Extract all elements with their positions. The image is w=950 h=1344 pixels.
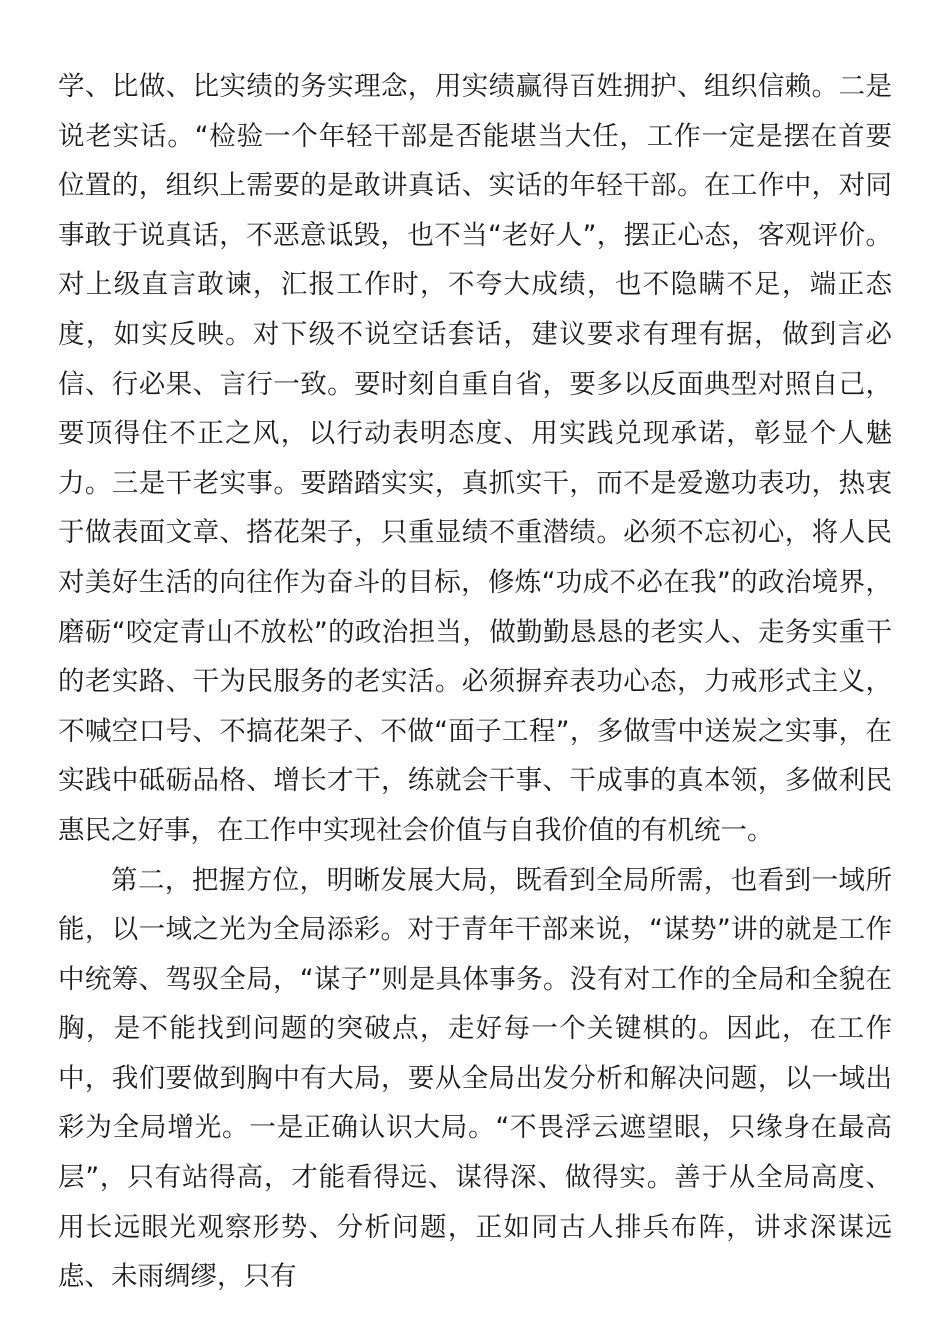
paragraph-second-point: 第二，把握方位，明晰发展大局，既看到全局所需，也看到一域所能，以一域之光为全局添彩。对于青年干部来说，“谋势”讲的就是工作中统筹、驾驭全局，“谋子”则是具体事务。没有对工作的全局和全貌在胸，是不能找到问题的突破点，走好每一个关键棋的。因此，在工作中，我们要做到胸中有大局，要从全局出发分析和解决问题，以一域出彩为全局增光。一是正确认识大局。“不畏浮云遮望眼，只缘身在最高层”，只有站得高，才能看得远、谋得深、做得实。善于从全局高度、用长远眼光观察形势、分析问题，正如同古人排兵布阵，讲求深谋远虑、未雨绸缪，只有 <box>58 864 892 1293</box>
paragraph-continuation: 学、比做、比实绩的务实理念，用实绩赢得百姓拥护、组织信赖。二是说老实话。“检验一个年轻干部是否能堪当大任，工作一定是摆在首要位置的，组织上需要的是敢讲真话、实话的年轻干部。在工作中，对同事敢于说真话，不恶意诋毁，也不当“老好人”，摆正心态，客观评价。对上级直言敢谏，汇报工作时，不夸大成绩，也不隐瞒不足，端正态度，如实反映。对下级不说空话套话，建议要求有理有据，做到言必信、行必果、言行一致。要时刻自重自省，要多以反面典型对照自己，要顶得住不正之风，以行动表明态度、用实践兑现承诺，彰显个人魅力。三是干老实事。要踏踏实实，真抓实干，而不是爱邀功表功，热衷于做表面文章、搭花架子，只重显绩不重潜绩。必须不忘初心，将人民对美好生活的向往作为奋斗的目标，修炼“功成不必在我”的政治境界，磨砺“咬定青山不放松”的政治担当，做勤勤恳恳的老实人、走务实重干的老实路、干为民服务的老实活。必须摒弃表功心态，力戒形式主义，不喊空口号、不搞花架子、不做“面子工程”，多做雪中送炭之实事，在实践中砥砺品格、增长才干，练就会干事、干成事的真本领，多做利民惠民之好事，在工作中实现社会价值与自我价值的有机统一。 <box>58 71 892 846</box>
document-page <box>58 62 892 1302</box>
